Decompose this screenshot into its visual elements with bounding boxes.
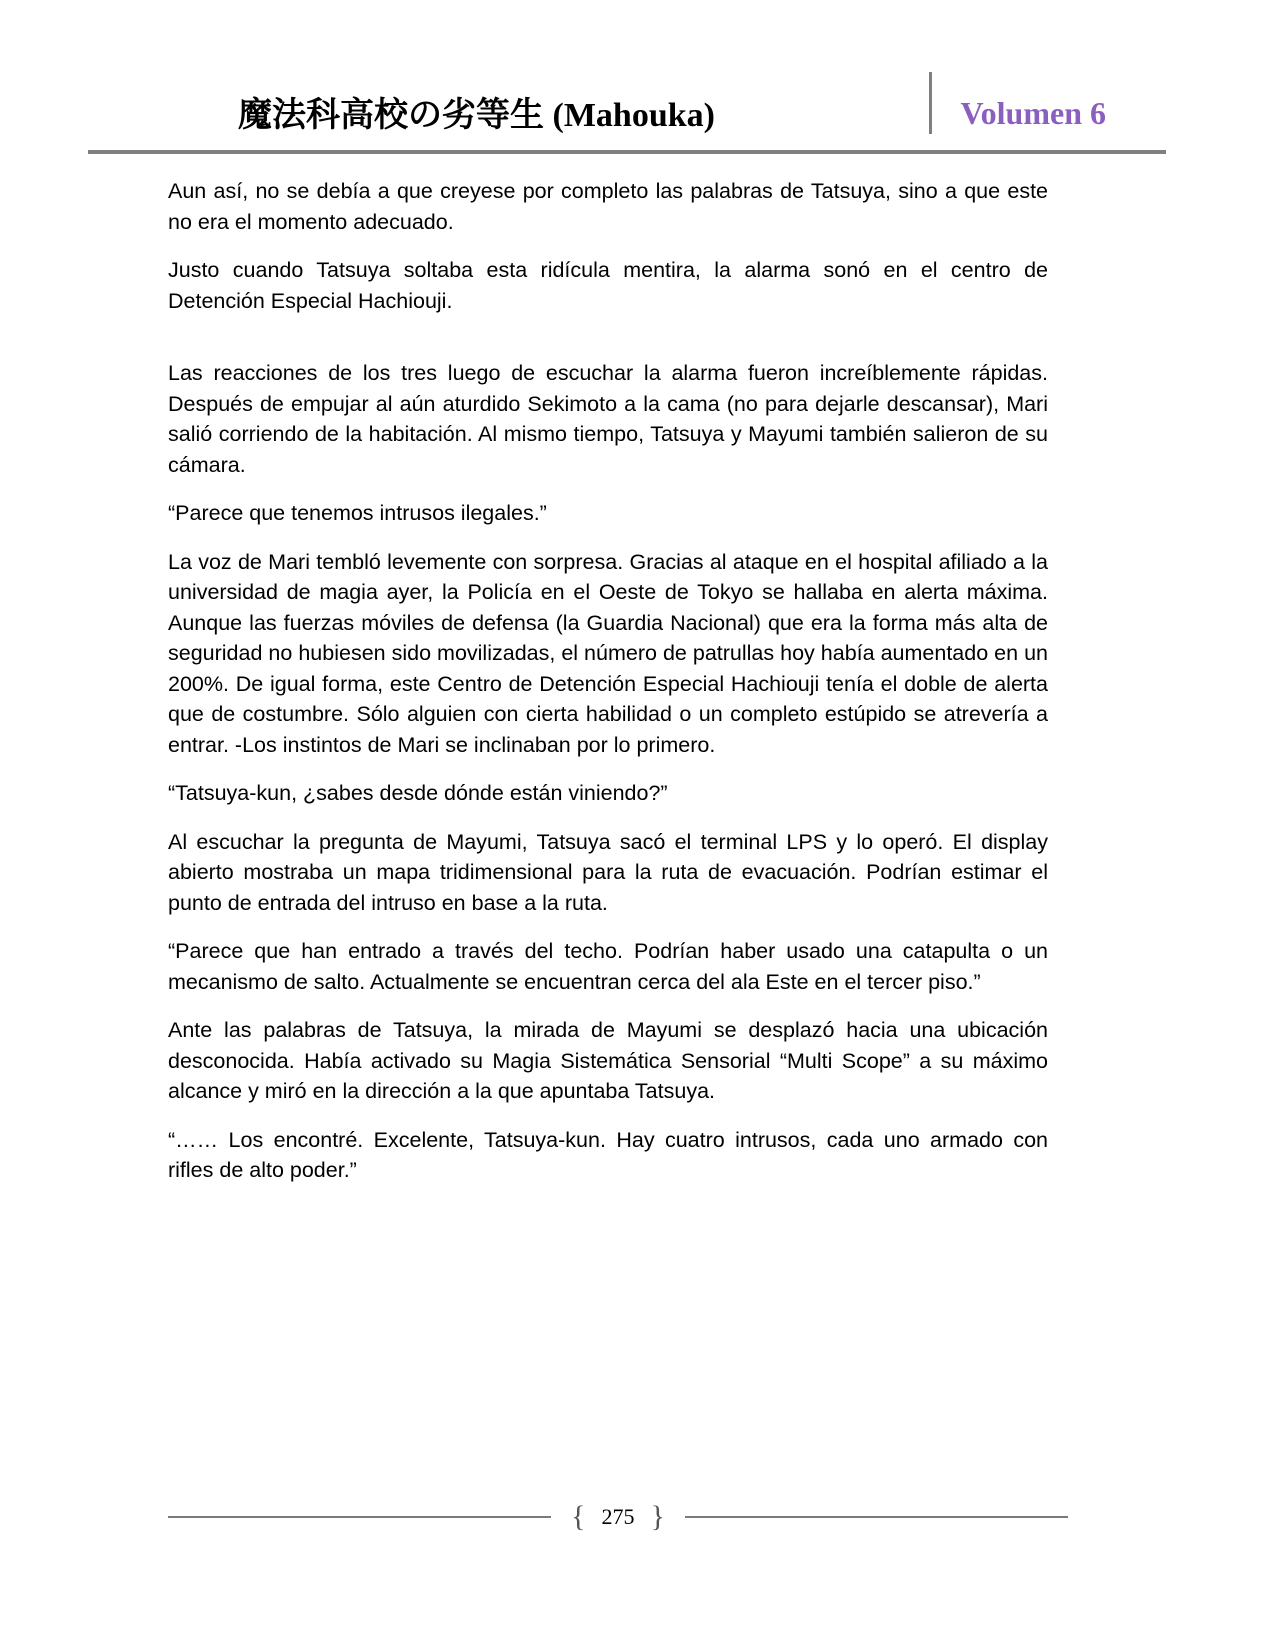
paragraph: Aun así, no se debía a que creyese por completo las palabras de Tatsuya, sino a que este no era el momento adecuado. [168,179,1048,234]
page-footer [168,1502,1068,1532]
header-inner [88,62,1166,134]
page-header [88,62,1166,154]
body-content [168,176,1048,1204]
page-title: 魔法科高校の劣等生 (Mahouka) [238,96,715,134]
header-rule [88,150,1166,154]
brace-left-icon: { [571,1500,586,1533]
page-number: 275 [601,1504,635,1529]
paragraph: Ante las palabras de Tatsuya, la mirada de Mayumi se desplazó hacia una ubicación desconocida. Había activado su Magia Sistemática Sensorial “Multi Scope” a su máximo alcance y miró en la dirección a la que apuntaba Tatsuya. [168,1018,1048,1103]
header-divider [929,72,932,134]
footer-rule-right [685,1516,1068,1518]
paragraph: Al escuchar la pregunta de Mayumi, Tatsuya sacó el terminal LPS y lo operó. El display abierto mostraba un mapa tridimensional para la ruta de evacuación. Podrían estimar el punto de entrada del intruso en base a la ruta. [168,829,1048,915]
volume-label: Volumen 6 [960,95,1106,131]
paragraph: “Tatsuya-kun, ¿sabes desde dónde están viniendo?” [168,781,668,805]
paragraph: Las reacciones de los tres luego de escuchar la alarma fueron increíblemente rápidas. Después de empujar al aún aturdido Sekimoto a la cama (no para dejarle descansar), Mari salió corriendo de la habitación. Al mismo tiempo, Tatsuya y Mayumi también salieron de su cámara. [168,361,1048,477]
page-number-box [551,1502,685,1532]
paragraph: “Parece que han entrado a través del techo. Podrían haber usado una catapulta o un mecanismo de salto. Actualmente se encuentran cerca del ala Este en el tercer piso.” [168,939,1048,994]
paragraph: “Parece que tenemos intrusos ilegales.” [168,501,547,525]
header-right [929,62,1106,134]
footer-rule-left [168,1516,551,1518]
paragraph: La voz de Mari tembló levemente con sorpresa. Gracias al ataque en el hospital afiliado a la universidad de magia ayer, la Policía en el Oeste de Tokyo se hallaba en alerta máxima. Aunque las fuerzas móviles de defensa (la Guardia Nacional) que era la forma más alta de seguridad no hubiesen sido movilizadas, el número de patrullas hoy había aumentado en un 200%. De igual forma, este Centro de Detención Especial Hachiouji tenía el doble de alerta que de costumbre. Sólo alguien con cierta habilidad o un completo estúpido se atrevería a entrar. -Los instintos de Mari se inclinaban por lo primero. [168,549,1048,757]
brace-right-icon: } [650,1500,665,1533]
paragraph: “…… Los encontré. Excelente, Tatsuya-kun. Hay cuatro intrusos, cada uno armado con rifles de alto poder.” [168,1127,1048,1182]
paragraph: Justo cuando Tatsuya soltaba esta ridícula mentira, la alarma sonó en el centro de Detención Especial Hachiouji. [168,258,1048,313]
